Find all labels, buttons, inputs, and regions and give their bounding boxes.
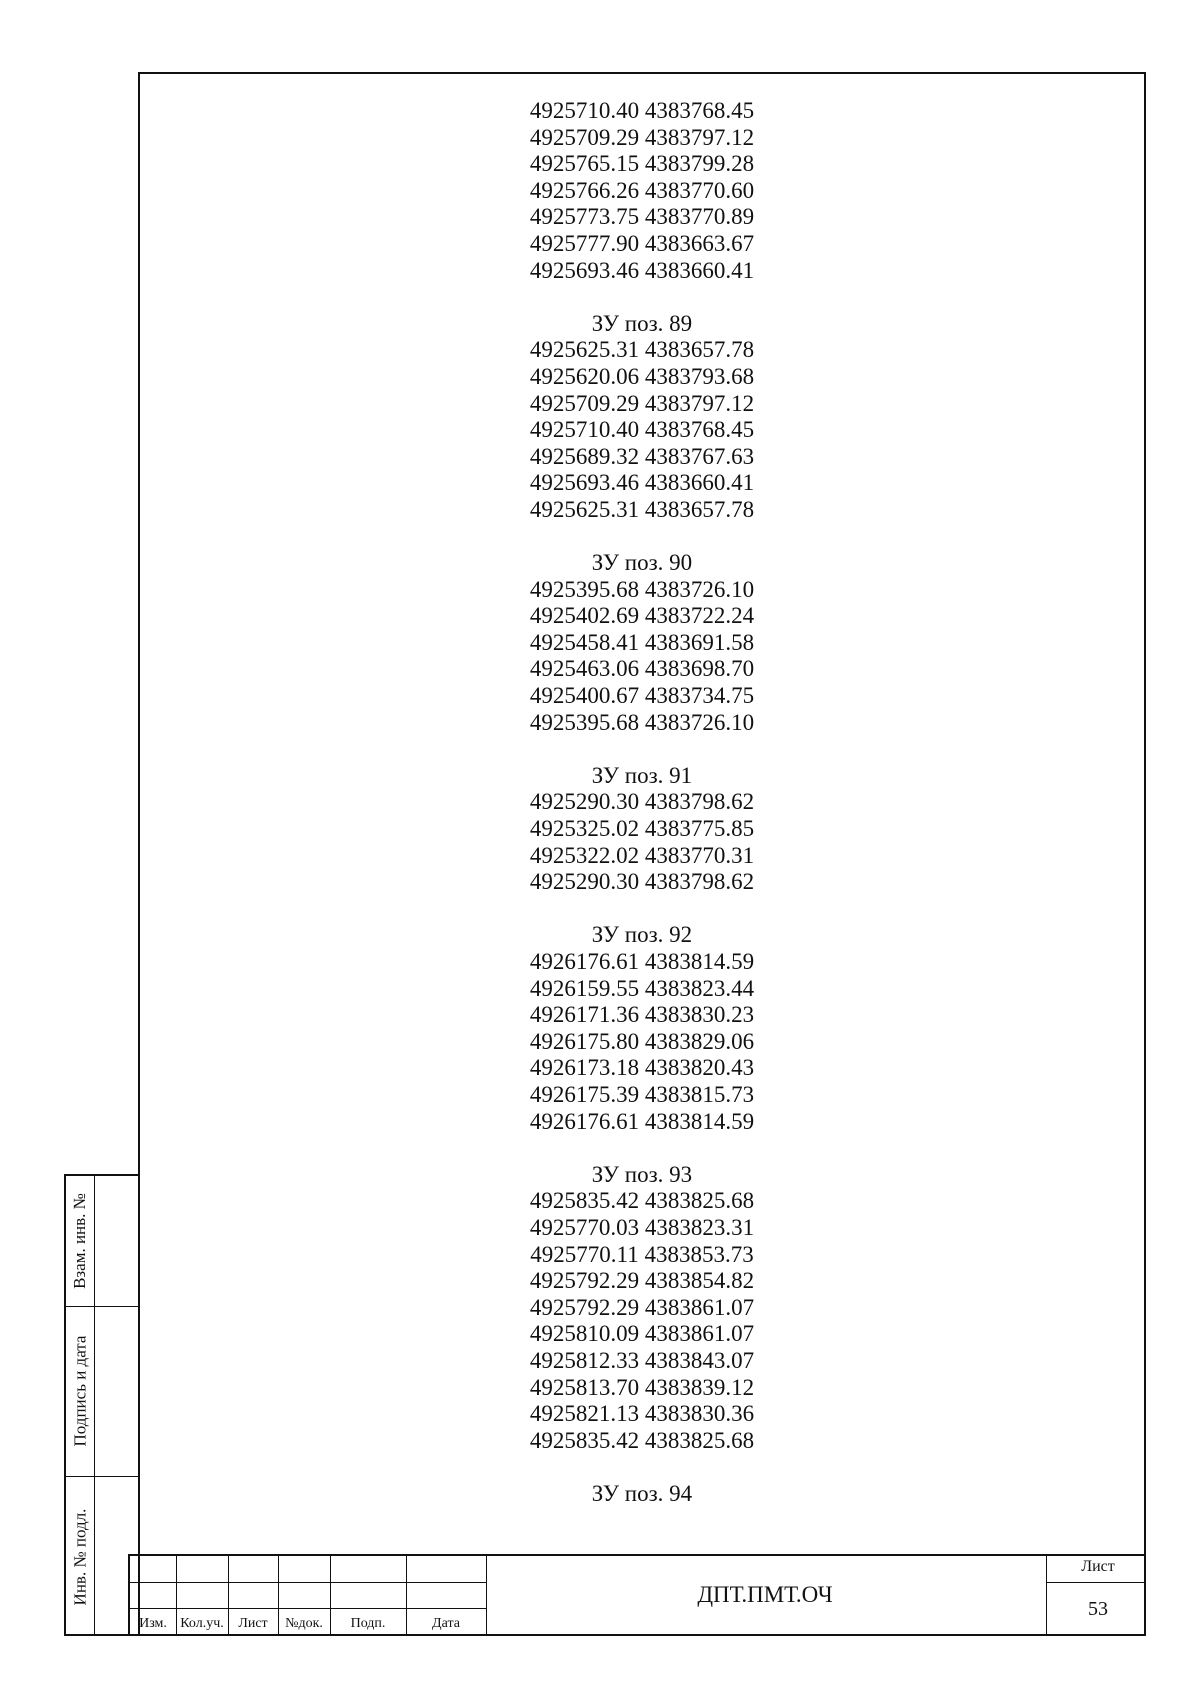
parcel-block [138, 763, 1146, 896]
header-kol-uch: Кол.уч. [180, 1616, 224, 1631]
coordinate-line: 4925395.68 4383726.10 [529, 709, 755, 735]
parcel-block [138, 311, 1146, 524]
header-data: Дата [432, 1616, 460, 1631]
parcel-title: ЗУ поз. 93 [591, 1161, 693, 1187]
document-code: ДПТ.ПМТ.ОЧ [697, 1582, 833, 1607]
coordinate-line: 4925765.15 4383799.28 [529, 151, 755, 177]
coordinate-line: 4925770.03 4383823.31 [529, 1214, 755, 1240]
coordinate-line: 4925395.68 4383726.10 [529, 576, 755, 602]
side-label-inv: Инв. № подл. [70, 1508, 89, 1606]
coordinate-line: 4925463.06 4383698.70 [529, 656, 755, 682]
parcel-title: ЗУ поз. 89 [591, 310, 693, 336]
coordinate-line: 4925710.40 4383768.45 [529, 417, 755, 443]
coordinate-line: 4926171.36 4383830.23 [529, 1002, 755, 1028]
coordinate-line: 4925813.70 4383839.12 [529, 1374, 755, 1400]
coordinate-line: 4925812.33 4383843.07 [529, 1347, 755, 1373]
header-podp: Подп. [350, 1616, 386, 1631]
coordinate-line: 4925773.75 4383770.89 [529, 204, 755, 230]
parcel-title: ЗУ поз. 90 [591, 550, 693, 576]
coordinate-line: 4925402.69 4383722.24 [529, 603, 755, 629]
side-label-podpis: Подпись и дата [70, 1335, 89, 1447]
coordinate-line: 4926173.18 4383820.43 [529, 1055, 755, 1081]
side-label-vzam: Взам. инв. № [70, 1193, 89, 1289]
coordinate-line: 4925693.46 4383660.41 [529, 470, 755, 496]
coordinate-line: 4925710.40 4383768.45 [529, 98, 755, 123]
coordinate-line: 4925693.46 4383660.41 [529, 257, 755, 283]
coordinate-line: 4926159.55 4383823.44 [529, 975, 755, 1001]
coordinate-line: 4926175.80 4383829.06 [529, 1028, 755, 1054]
coordinate-line: 4925709.29 4383797.12 [529, 390, 755, 416]
coordinate-line: 4925792.29 4383854.82 [529, 1268, 755, 1294]
coordinate-line: 4926175.39 4383815.73 [529, 1081, 755, 1107]
coordinate-line: 4925458.41 4383691.58 [529, 629, 755, 655]
parcel-block [138, 98, 1146, 284]
coordinate-line: 4925777.90 4383663.67 [529, 230, 755, 256]
coordinate-line: 4925689.32 4383767.63 [529, 443, 755, 469]
coordinate-line: 4925325.02 4383775.85 [529, 816, 755, 842]
coordinate-line: 4925290.30 4383798.62 [529, 789, 755, 815]
parcel-block [138, 1162, 1146, 1455]
coordinate-line: 4925322.02 4383770.31 [529, 842, 755, 868]
coordinates-list [138, 98, 1146, 1534]
coordinate-line: 4925625.31 4383657.78 [529, 337, 755, 363]
coordinate-line: 4925620.06 4383793.68 [529, 363, 755, 389]
coordinate-line: 4926176.61 4383814.59 [529, 1108, 755, 1134]
parcel-block [138, 922, 1146, 1135]
side-stamp [64, 1174, 138, 1636]
parcel-title: ЗУ поз. 92 [591, 922, 693, 948]
parcel-block [138, 550, 1146, 736]
coordinate-line: 4925625.31 4383657.78 [529, 496, 755, 522]
coordinate-line: 4925400.67 4383734.75 [529, 683, 755, 709]
coordinate-line: 4925770.11 4383853.73 [530, 1241, 754, 1267]
title-block [128, 1554, 1146, 1636]
header-ndok: №док. [285, 1616, 323, 1631]
coordinate-line: 4925709.29 4383797.12 [529, 124, 755, 150]
sheet-number: 53 [1088, 1598, 1108, 1620]
coordinate-line: 4925821.13 4383830.36 [529, 1401, 755, 1427]
coordinate-line: 4925835.42 4383825.68 [529, 1188, 755, 1214]
coordinate-line: 4926176.61 4383814.59 [529, 949, 755, 974]
header-izm: Изм. [139, 1616, 167, 1631]
sheet-label: Лист [1081, 1558, 1115, 1575]
coordinate-line: 4925792.29 4383861.07 [529, 1294, 755, 1320]
header-list: Лист [238, 1616, 268, 1631]
coordinate-line: 4925766.26 4383770.60 [529, 177, 755, 203]
parcel-title: ЗУ поз. 91 [591, 762, 693, 788]
coordinate-line: 4925810.09 4383861.07 [529, 1321, 755, 1347]
parcel-title: ЗУ поз. 94 [591, 1480, 693, 1506]
parcel-block [138, 1481, 1146, 1508]
coordinate-line: 4925290.30 4383798.62 [529, 869, 755, 895]
coordinate-line: 4925835.42 4383825.68 [529, 1427, 755, 1453]
